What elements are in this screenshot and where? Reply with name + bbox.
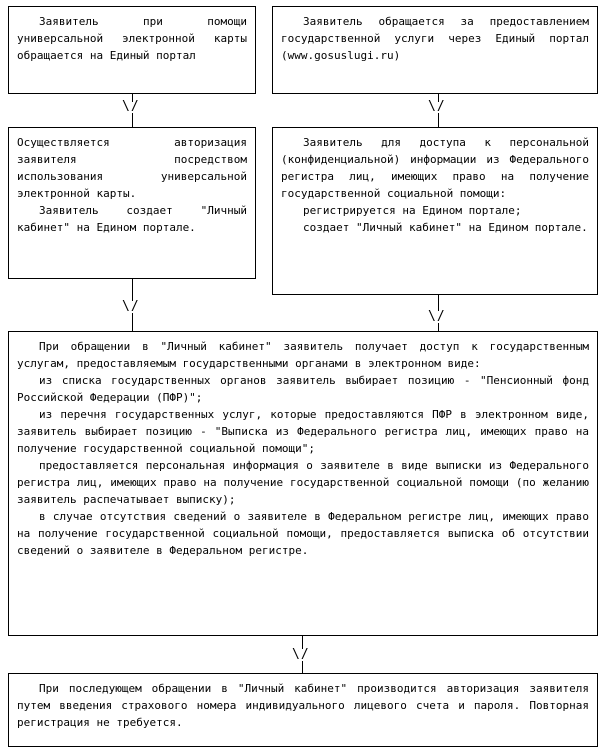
step-cabinet-services-text-2: из перечня государственных услуг, которые предоставляются ПФР в электронном виде, заявитель выбирает позицию - "Выписка из Федерального регистра лиц, имеющих право на получение государственной социальной помощи"; [17,408,589,455]
step-cabinet-services-text-4: в случае отсутствия сведений о заявителе в Федеральном регистре лиц, имеющих право на получение государственной социальной помощи, предоставляется выписка об отсутствии сведений о заявителе в Федеральном регистре. [17,510,589,557]
connector-a-line-lower [132,113,133,127]
connector-c-line-lower [132,313,133,331]
arrow-b-to-d: \/ [428,99,446,114]
step-universal-card-text-0: Заявитель при помощи универсальной электронной карты обращается на Единый портал [17,15,247,62]
arrow-c-to-e: \/ [122,299,140,314]
step-personal-data-access-text-1: регистрируется на Едином портале; [303,204,522,217]
connector-d-line-lower [438,323,439,331]
step-authorization-text-1: Заявитель создает "Личный кабинет" на Едином портале. [17,204,247,234]
step-cabinet-services-text-0: При обращении в "Личный кабинет" заявитель получает доступ к государственным услугам, предоставляемым государственными органами в электронном виде: [17,340,589,370]
step-repeat-authorization [8,673,598,747]
arrow-a-to-c: \/ [122,99,140,114]
step-personal-data-access-text-2: создает "Личный кабинет" на Едином портале. [303,221,588,234]
step-universal-card [8,6,256,94]
step-personal-data-access [272,127,598,295]
step-portal-request [272,6,598,94]
step-cabinet-services-text-1: из списка государственных органов заявитель выбирает позицию - "Пенсионный фонд Российской Федерации (ПФР)"; [17,374,589,404]
step-repeat-authorization-text-0: При последующем обращении в "Личный кабинет" производится авторизация заявителя путем введения страхового номера индивидуального лицевого счета и пароля. Повторная регистрация не требуется. [17,682,589,729]
step-personal-data-access-text-0: Заявитель для доступа к персональной (конфиденциальной) информации из Федерального регистра лиц, имеющих право на получение государственной социальной помощи: [281,136,589,200]
connector-e-line-lower [302,661,303,673]
connector-c-line [132,279,133,301]
arrow-e-to-f: \/ [292,647,310,662]
step-cabinet-services-text-3: предоставляется персональная информация о заявителе в виде выписки из Федерального регистра лиц, имеющих право на получение государственной социальной помощи (по желанию заявитель распечатывает выписку); [17,459,589,506]
step-cabinet-services [8,331,598,636]
step-portal-request-text-0: Заявитель обращается за предоставлением государственной услуги через Единый портал (www.gosuslugi.ru) [281,15,589,62]
arrow-d-to-e: \/ [428,309,446,324]
connector-b-line-lower [438,113,439,127]
step-authorization [8,127,256,279]
step-authorization-text-0: Осуществляется авторизация заявителя посредством использования универсальной электронной карты. [17,136,247,200]
